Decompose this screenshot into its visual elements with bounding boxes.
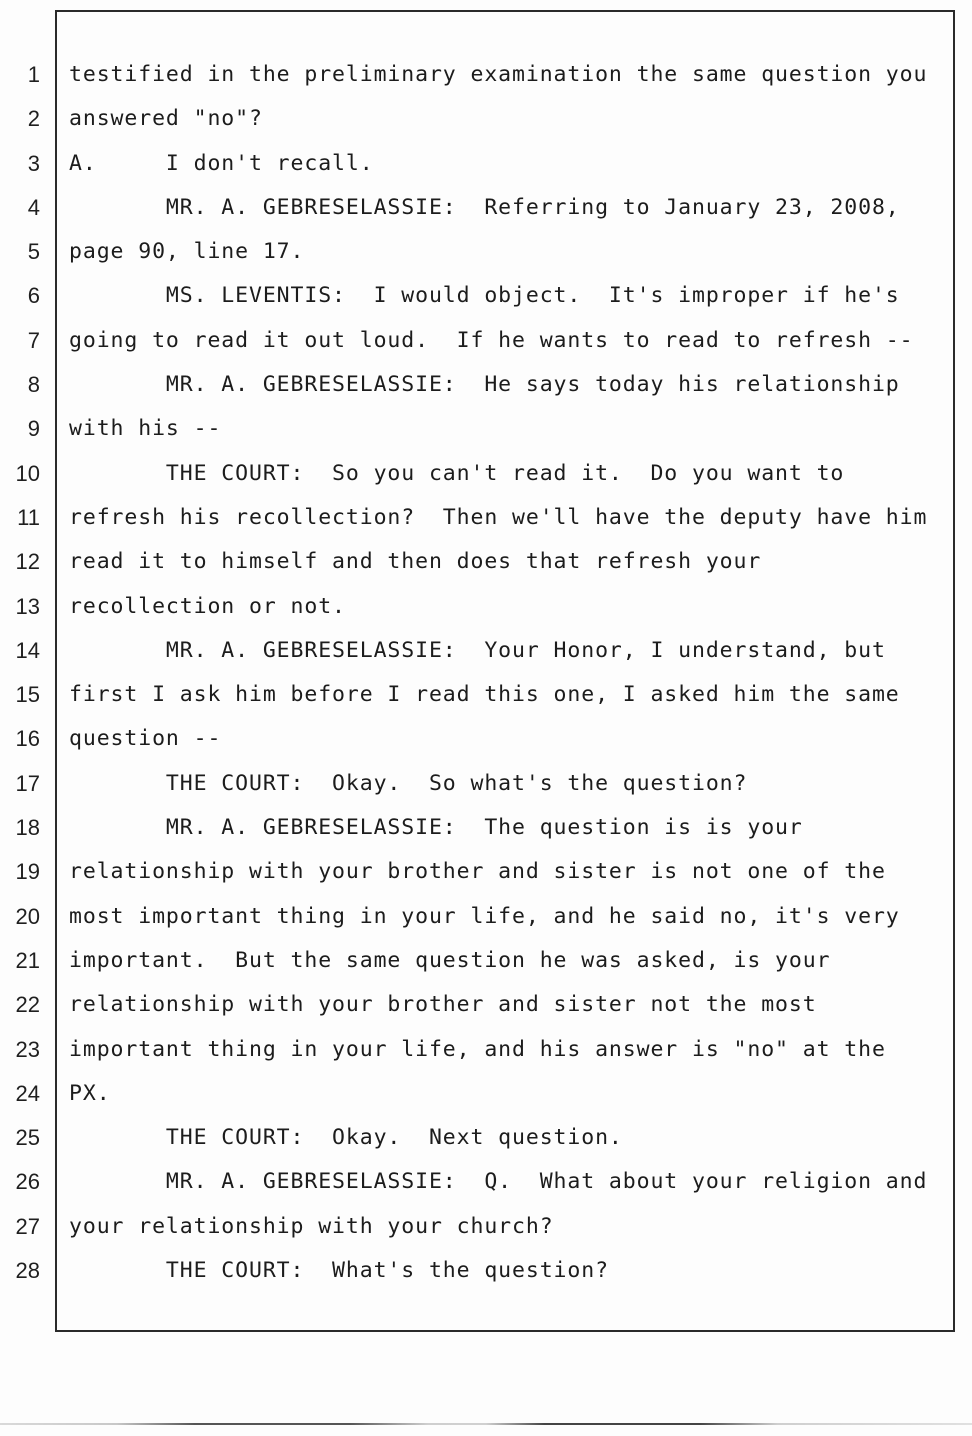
transcript-line: A. I don't recall. bbox=[69, 150, 374, 176]
transcript-line: PX. bbox=[69, 1080, 111, 1106]
line-number: 8 bbox=[27, 372, 40, 398]
line-number: 13 bbox=[15, 593, 40, 619]
line-number: 2 bbox=[27, 106, 40, 132]
line-number: 19 bbox=[15, 859, 40, 885]
transcript-line: relationship with your brother and sister not the most bbox=[69, 992, 817, 1018]
transcript-line: refresh his recollection? Then we'll have the deputy have him bbox=[69, 504, 928, 530]
line-number: 21 bbox=[15, 947, 40, 973]
transcript-line: MR. A. GEBRESELASSIE: He says today his relationship bbox=[69, 372, 900, 398]
transcript-line: page 90, line 17. bbox=[69, 239, 305, 265]
transcript-line: answered "no"? bbox=[69, 106, 263, 132]
line-number: 5 bbox=[27, 239, 40, 265]
line-number: 20 bbox=[15, 903, 40, 929]
line-number: 4 bbox=[27, 194, 40, 220]
line-number: 18 bbox=[15, 815, 40, 841]
transcript-line: THE COURT: So you can't read it. Do you want to bbox=[69, 460, 845, 486]
line-number: 16 bbox=[15, 726, 40, 752]
transcript-line: your relationship with your church? bbox=[69, 1213, 554, 1239]
transcript-line: important. But the same question he was asked, is your bbox=[69, 947, 831, 973]
line-number: 10 bbox=[15, 460, 40, 486]
line-number: 1 bbox=[27, 62, 40, 87]
transcript-line: with his -- bbox=[69, 416, 222, 442]
line-number: 14 bbox=[15, 637, 40, 663]
transcript-line: going to read it out loud. If he wants to read to refresh -- bbox=[69, 327, 914, 353]
transcript-line: recollection or not. bbox=[69, 593, 346, 619]
line-number: 22 bbox=[15, 992, 40, 1018]
transcript-line: most important thing in your life, and he said no, it's very bbox=[69, 903, 900, 929]
transcript-line: important thing in your life, and his answer is "no" at the bbox=[69, 1036, 886, 1062]
transcript-line: MR. A. GEBRESELASSIE: Referring to January 23, 2008, bbox=[69, 194, 900, 220]
transcript-line: MS. LEVENTIS: I would object. It's improper if he's bbox=[69, 283, 900, 309]
transcript-text bbox=[69, 53, 949, 1293]
line-number: 28 bbox=[15, 1258, 40, 1284]
line-number: 3 bbox=[27, 150, 40, 176]
line-number: 17 bbox=[15, 770, 40, 796]
line-number: 6 bbox=[27, 283, 40, 309]
transcript-line: THE COURT: Okay. So what's the question? bbox=[69, 770, 748, 796]
transcript-line: testified in the preliminary examination the same question you bbox=[69, 62, 928, 87]
transcript-line: MR. A. GEBRESELASSIE: Q. What about your religion and bbox=[69, 1169, 928, 1195]
line-number: 27 bbox=[15, 1213, 40, 1239]
transcript-line: MR. A. GEBRESELASSIE: The question is is your bbox=[69, 815, 803, 841]
transcript-line: read it to himself and then does that refresh your bbox=[69, 549, 762, 575]
line-number: 11 bbox=[17, 504, 40, 530]
page-bottom-rule bbox=[0, 1423, 972, 1425]
transcript-line: relationship with your brother and sister is not one of the bbox=[69, 859, 886, 885]
line-number: 25 bbox=[15, 1125, 40, 1151]
transcript-line: first I ask him before I read this one, I asked him the same bbox=[69, 682, 900, 708]
line-number: 7 bbox=[27, 327, 40, 353]
transcript-line: MR. A. GEBRESELASSIE: Your Honor, I understand, but bbox=[69, 637, 886, 663]
transcript-line: question -- bbox=[69, 726, 222, 752]
line-number: 9 bbox=[27, 416, 40, 442]
line-number: 15 bbox=[15, 682, 40, 708]
transcript-line: THE COURT: Okay. Next question. bbox=[69, 1125, 623, 1151]
line-number-column bbox=[0, 53, 40, 1293]
line-number: 23 bbox=[15, 1036, 40, 1062]
line-number: 26 bbox=[15, 1169, 40, 1195]
transcript-line: THE COURT: What's the question? bbox=[69, 1258, 609, 1284]
line-number: 24 bbox=[15, 1080, 40, 1106]
line-number: 12 bbox=[15, 549, 40, 575]
